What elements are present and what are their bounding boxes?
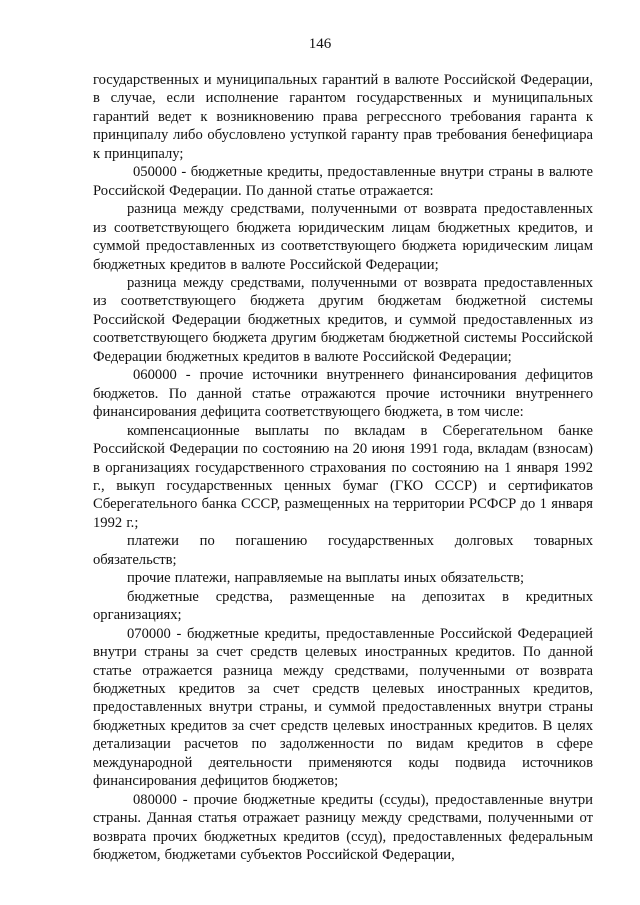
paragraph-article-080000: 080000 - прочие бюджетные кредиты (ссуды), предоставленные внутри страны. Данная статья отражает разницу между средствами, полученными от возврата прочих бюджетных кредитов (ссуд), предоставленных федеральным бюджетом, бюджетами субъектов Российской Федерации, bbox=[93, 791, 593, 864]
paragraph-article-060000: 060000 - прочие источники внутреннего финансирования дефицитов бюджетов. По данной статье отражаются прочие источники внутреннего финансирования дефицита соответствующего бюджета, в том числе: bbox=[93, 367, 593, 421]
paragraph-article-050000: 050000 - бюджетные кредиты, предоставленные внутри страны в валюте Российской Федерации. По данной статье отражается: bbox=[93, 164, 593, 199]
paragraph-compensation-payments: компенсационные выплаты по вкладам в Сберегательном банке Российской Федерации по состоянию на 20 июня 1991 года, вкладам (взносам) в организациях государственного страхования по состоянию на 1 января 1992 г., выкуп государственных ценных бумаг (ГКО СССР) и сертификатов Сберегательного банка СССР, размещенных на территории РСФСР до 1 января 1992 г.; bbox=[93, 422, 593, 531]
page-number: 146 bbox=[308, 36, 332, 52]
paragraph-article-070000: 070000 - бюджетные кредиты, предоставленные Российской Федерацией внутри страны за счет средств целевых иностранных кредитов. По данной статье отражается разница между средствами, полученными от возврата бюджетных кредитов за счет средств целевых иностранных кредитов, предоставленных внутри страны, и суммой предоставленных внутри страны бюджетных кредитов за счет средств целевых иностранных кредитов. В целях детализации расчетов по задолженности по видам кредитов в сфере международной деятельности применяются коды подвида источников финансирования дефицитов бюджетов; bbox=[93, 625, 593, 790]
paragraph-other-payments: прочие платежи, направляемые на выплаты иных обязательств; bbox=[127, 570, 525, 587]
document-body bbox=[93, 71, 593, 864]
paragraph-deposits: бюджетные средства, размещенные на депозитах в кредитных организациях; bbox=[93, 588, 593, 624]
paragraph-guarantees-continuation: государственных и муниципальных гарантий в валюте Российской Федерации, в случае, если исполнение гарантом государственных и муниципальных гарантий ведет к возникновению права регрессного требования гаранта к принципалу либо обусловлено уступкой гаранту прав требования бенефициара к принципалу; bbox=[93, 72, 593, 162]
paragraph-difference-other-budgets: разница между средствами, полученными от возврата предоставленных из соответствующего бюджета другим бюджетам бюджетной системы Российской Федерации бюджетных кредитов, и суммой предоставленных из соответствующего бюджета другим бюджетам бюджетной системы Российской Федерации бюджетных кредитов в валюте Российской Федерации; bbox=[93, 274, 593, 365]
paragraph-difference-legal-entities: разница между средствами, полученными от возврата предоставленных из соответствующего бюджета юридическим лицам бюджетных кредитов, и суммой предоставленных из соответствующего бюджета юридическим лицам бюджетных кредитов в валюте Российской Федерации; bbox=[93, 201, 593, 273]
paragraph-commodity-obligations: платежи по погашению государственных долговых товарных обязательств; bbox=[93, 533, 593, 568]
